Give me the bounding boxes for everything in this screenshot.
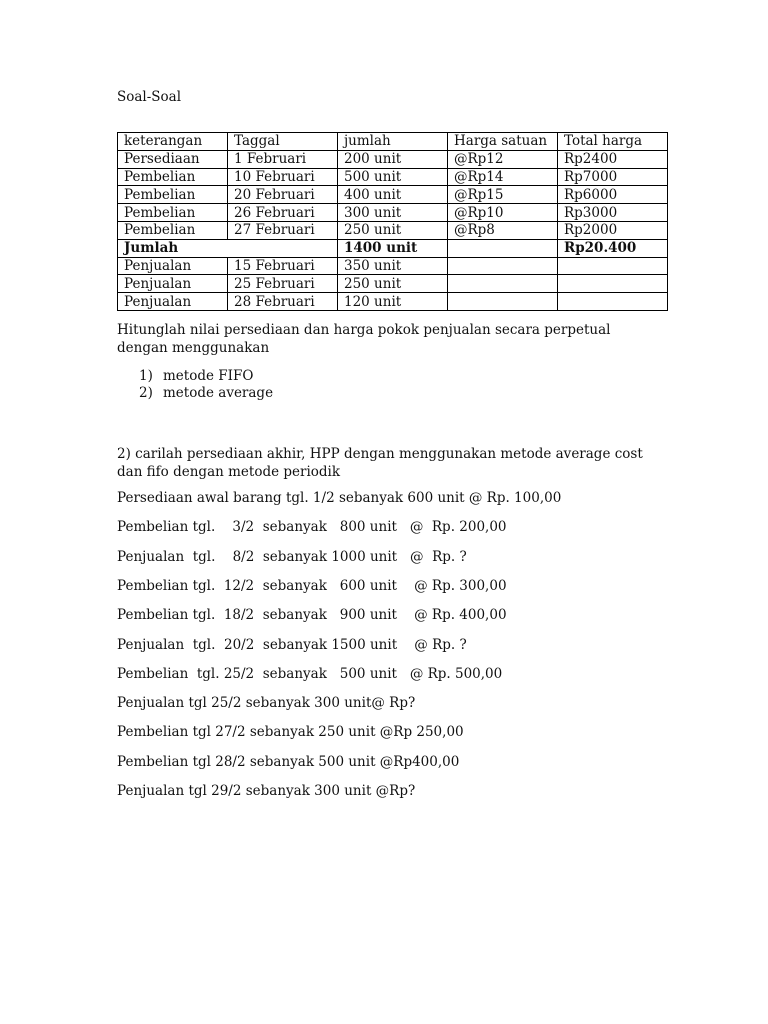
transaction-line: Penjualan tgl 29/2 sebanyak 300 unit @Rp? xyxy=(117,783,416,799)
table-cell: 350 unit xyxy=(338,257,448,275)
table-cell-empty xyxy=(448,257,558,275)
list-item xyxy=(139,368,273,385)
table-cell-empty xyxy=(448,275,558,293)
table-total-row xyxy=(118,239,668,257)
column-header: jumlah xyxy=(338,133,448,151)
inventory-table xyxy=(117,132,668,311)
table-cell: 25 Februari xyxy=(228,275,338,293)
table-header-row xyxy=(118,133,668,151)
table-cell: 26 Februari xyxy=(228,204,338,222)
table-cell-empty xyxy=(558,293,668,311)
table-cell: Pembelian xyxy=(118,168,228,186)
table-cell: 27 Februari xyxy=(228,221,338,239)
table-cell: 10 Februari xyxy=(228,168,338,186)
transaction-line: Penjualan tgl 25/2 sebanyak 300 unit@ Rp? xyxy=(117,695,416,711)
method-list xyxy=(139,368,273,402)
column-header: Total harga xyxy=(558,133,668,151)
table-cell: @Rp14 xyxy=(448,168,558,186)
table-cell: Pembelian xyxy=(118,204,228,222)
table-cell: 200 unit xyxy=(338,150,448,168)
table-cell: @Rp12 xyxy=(448,150,558,168)
table-cell: 250 unit xyxy=(338,221,448,239)
table-row xyxy=(118,150,668,168)
list-number: 1) xyxy=(139,368,153,384)
table-row xyxy=(118,257,668,275)
table-cell: Rp6000 xyxy=(558,186,668,204)
transaction-line: Pembelian tgl. 3/2 sebanyak 800 unit @ Rp. 200,00 xyxy=(117,519,507,535)
total-quantity: 1400 unit xyxy=(338,239,448,257)
table-row xyxy=(118,275,668,293)
transaction-line: Penjualan tgl. 8/2 sebanyak 1000 unit @ Rp. ? xyxy=(117,549,467,565)
page-title: Soal-Soal xyxy=(117,89,182,105)
table-cell-empty xyxy=(448,293,558,311)
table-cell: Penjualan xyxy=(118,293,228,311)
question-2-text: 2) carilah persediaan akhir, HPP dengan menggunakan metode average cost dan fifo dengan metode periodik xyxy=(117,446,643,480)
transaction-line: Pembelian tgl. 18/2 sebanyak 900 unit @ Rp. 400,00 xyxy=(117,607,507,623)
table-cell: Pembelian xyxy=(118,186,228,204)
table-cell: @Rp10 xyxy=(448,204,558,222)
total-label: Jumlah xyxy=(118,239,338,257)
total-amount: Rp20.400 xyxy=(558,239,668,257)
table-cell: 400 unit xyxy=(338,186,448,204)
table-cell: Penjualan xyxy=(118,275,228,293)
table-row xyxy=(118,293,668,311)
table-cell: Pembelian xyxy=(118,221,228,239)
list-number: 2) xyxy=(139,385,153,401)
transaction-line: Pembelian tgl 28/2 sebanyak 500 unit @Rp400,00 xyxy=(117,754,460,770)
table-cell: 1 Februari xyxy=(228,150,338,168)
table-cell: 120 unit xyxy=(338,293,448,311)
table-cell: @Rp8 xyxy=(448,221,558,239)
table-cell-empty xyxy=(558,257,668,275)
table-cell-empty xyxy=(448,239,558,257)
table-cell: Penjualan xyxy=(118,257,228,275)
list-label: metode average xyxy=(163,385,274,401)
table-cell: 28 Februari xyxy=(228,293,338,311)
list-item xyxy=(139,385,273,402)
table-cell: Rp2000 xyxy=(558,221,668,239)
table-cell: 300 unit xyxy=(338,204,448,222)
transaction-line: Pembelian tgl. 12/2 sebanyak 600 unit @ Rp. 300,00 xyxy=(117,578,507,594)
table-cell: 15 Februari xyxy=(228,257,338,275)
column-header: keterangan xyxy=(118,133,228,151)
column-header: Taggal xyxy=(228,133,338,151)
table-row xyxy=(118,168,668,186)
table-cell: Rp2400 xyxy=(558,150,668,168)
table-cell: Persediaan xyxy=(118,150,228,168)
table-row xyxy=(118,221,668,239)
transaction-line: Persediaan awal barang tgl. 1/2 sebanyak 600 unit @ Rp. 100,00 xyxy=(117,490,562,506)
question-1-text: Hitunglah nilai persediaan dan harga pokok penjualan secara perpetual dengan menggunakan xyxy=(117,322,611,356)
table-cell: 20 Februari xyxy=(228,186,338,204)
list-label: metode FIFO xyxy=(163,368,254,384)
table-cell: 500 unit xyxy=(338,168,448,186)
transaction-line: Penjualan tgl. 20/2 sebanyak 1500 unit @ Rp. ? xyxy=(117,637,467,653)
column-header: Harga satuan xyxy=(448,133,558,151)
transaction-line: Pembelian tgl. 25/2 sebanyak 500 unit @ Rp. 500,00 xyxy=(117,666,503,682)
table-cell: Rp3000 xyxy=(558,204,668,222)
table-cell: Rp7000 xyxy=(558,168,668,186)
table-cell-empty xyxy=(558,275,668,293)
table-row xyxy=(118,204,668,222)
transaction-line: Pembelian tgl 27/2 sebanyak 250 unit @Rp 250,00 xyxy=(117,724,464,740)
table-row xyxy=(118,186,668,204)
table-cell: @Rp15 xyxy=(448,186,558,204)
table-cell: 250 unit xyxy=(338,275,448,293)
